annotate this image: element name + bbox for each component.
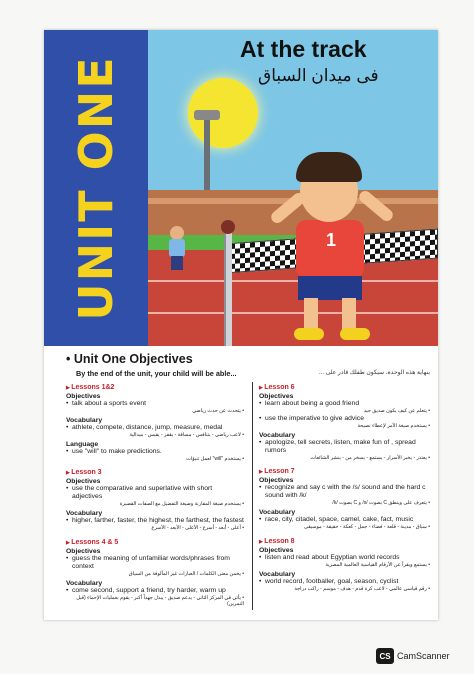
finish-post — [224, 226, 232, 346]
section-category: Vocabulary — [66, 579, 103, 587]
objective-item-ar: • لاعب رياضي - يتنافس - مسافة - يقفز - يقيس - ميدالية — [129, 431, 244, 438]
lesson-title-ar: فى ميدان السباق — [258, 66, 379, 85]
lesson-block — [259, 468, 430, 531]
lesson-spacer — [259, 461, 430, 466]
lamp-head — [194, 110, 220, 120]
objective-item-ar: • يستخدم صيغة الأمر لإعطاء نصيحة — [357, 422, 430, 429]
lesson-block — [259, 538, 430, 593]
objective-item-ar: • أعلى - أبعد - أسرع - الأعلى - الأبعد - الأسرع — [151, 525, 244, 532]
objective-item: • race, city, citadel, space, camel, cake, fact, music — [259, 516, 430, 524]
objective-item-ar: • يعتذر - يخبر الأسرار - يستمع - يسخر من - ينشر الشائعات — [310, 454, 430, 461]
objective-item: • guess the meaning of unfamiliar words/phrases from context — [66, 555, 244, 571]
objective-item: • listen and read about Egyptian world records — [259, 554, 430, 562]
camscanner-logo-icon: CS — [376, 648, 394, 664]
objective-item-ar: • يستمع ويقرأ عن الأرقام القياسية العالمية المصرية — [325, 561, 430, 568]
cheering-boy — [268, 152, 398, 342]
objectives-subtitle-ar: بنهاية هذه الوحدة، سيكون طفلك قادر على ... — [319, 370, 430, 376]
lesson-spacer — [259, 531, 430, 536]
objective-item: • use "will" to make predictions. — [66, 448, 244, 456]
section-category: Language — [66, 440, 99, 448]
objective-item: • talk about a sports event — [66, 400, 244, 408]
background-runner — [166, 226, 188, 270]
lesson-spacer — [66, 532, 244, 537]
finish-post-cap — [221, 220, 235, 234]
objectives-right-column — [252, 382, 430, 610]
section-category: Vocabulary — [66, 416, 103, 424]
lesson-spacer — [66, 462, 244, 467]
objective-item: • athlete, compete, distance, jump, measure, medal — [66, 424, 244, 432]
objective-item-ar: • رقم قياسي عالمي - لاعب كرة قدم - هدف - موسم - راكب دراجة — [294, 585, 430, 592]
section-category: Objectives — [66, 478, 101, 486]
lesson-block — [259, 384, 430, 461]
objective-item-ar: • يتعرف على وينطق C بصوت /s/ و C بصوت /k/ — [332, 500, 430, 507]
objective-item-ar: • يتعلم عن كيف يكون صديق جيد — [363, 408, 430, 415]
unit-sidebar — [44, 30, 148, 346]
objective-item: • use the comparative and superlative with short adjectives — [66, 485, 244, 501]
section-category: Vocabulary — [259, 431, 296, 439]
objective-item-ar: • يستخدم صيغة المقارنة وصيغة التفضيل مع الصفات القصيرة — [119, 501, 244, 508]
objective-item: • use the imperative to give advice — [259, 415, 430, 423]
objective-item: • recognize and say c with the /s/ sound and the hard c sound with /k/ — [259, 484, 430, 500]
objectives-heading: • Unit One Objectives — [66, 352, 193, 366]
lesson-heading: ▶ Lessons 4 & 5 — [66, 539, 244, 546]
section-category: Objectives — [259, 477, 294, 485]
objective-item-ar: • يستخدم "will" لعمل تنبؤات — [186, 455, 244, 462]
lesson-heading: ▶ Lesson 8 — [259, 538, 430, 545]
section-category: Vocabulary — [259, 570, 296, 578]
section-category: Objectives — [259, 393, 294, 400]
objective-item-ar: • سباق - مدينة - قلعة - فضاء - جمل - كعكة - حقيقة - موسيقى — [304, 524, 430, 531]
lesson-title-en: At the track — [240, 36, 367, 62]
section-category: Vocabulary — [66, 510, 103, 518]
objective-item: • higher, farther, faster, the highest, the farthest, the fastest — [66, 517, 244, 525]
lesson-block — [66, 384, 244, 462]
objective-item: • apologize, tell secrets, listen, make fun of , spread rumors — [259, 439, 430, 455]
section-category: Vocabulary — [259, 509, 296, 517]
track-scene — [148, 30, 438, 346]
section-category: Objectives — [66, 393, 101, 400]
objectives-left-column — [66, 382, 244, 608]
lesson-heading: ▶ Lesson 7 — [259, 468, 430, 475]
objective-item-ar: • يأتي في المركز الثاني - يدعم صديق - يبذل جهداً أكبر - يقوم بعمليات الإحماء (قبل التمرين) — [76, 594, 244, 608]
unit-hero-illustration — [44, 30, 438, 346]
objective-item-ar: • يخمن معنى الكلمات / العبارات غير المألوفة من السياق — [128, 570, 244, 577]
lesson-heading: ▶ Lesson 6 — [259, 384, 430, 391]
objective-item: • come second, support a friend, try harder, warm up — [66, 587, 244, 595]
lesson-heading: ▶ Lessons 1&2 — [66, 384, 244, 391]
section-category: Objectives — [66, 547, 101, 555]
section-category: Objectives — [259, 546, 294, 554]
lesson-block — [66, 539, 244, 608]
lesson-heading: ▶ Lesson 3 — [66, 469, 244, 476]
objective-item-ar: • يتحدث عن حدث رياضي — [192, 408, 244, 415]
shirt-number: 1 — [326, 230, 337, 250]
unit-title: UNIT ONE — [69, 55, 123, 321]
objective-item: • learn about being a good friend — [259, 400, 430, 408]
camscanner-watermark — [376, 648, 450, 664]
camscanner-label: CamScanner — [397, 651, 450, 661]
lesson-block — [66, 469, 244, 532]
textbook-page — [44, 30, 438, 620]
objectives-subtitle: By the end of the unit, your child will be able... — [76, 369, 237, 378]
objective-item: • world record, footballer, goal, season, cyclist — [259, 578, 430, 586]
unit-objectives — [66, 352, 432, 616]
